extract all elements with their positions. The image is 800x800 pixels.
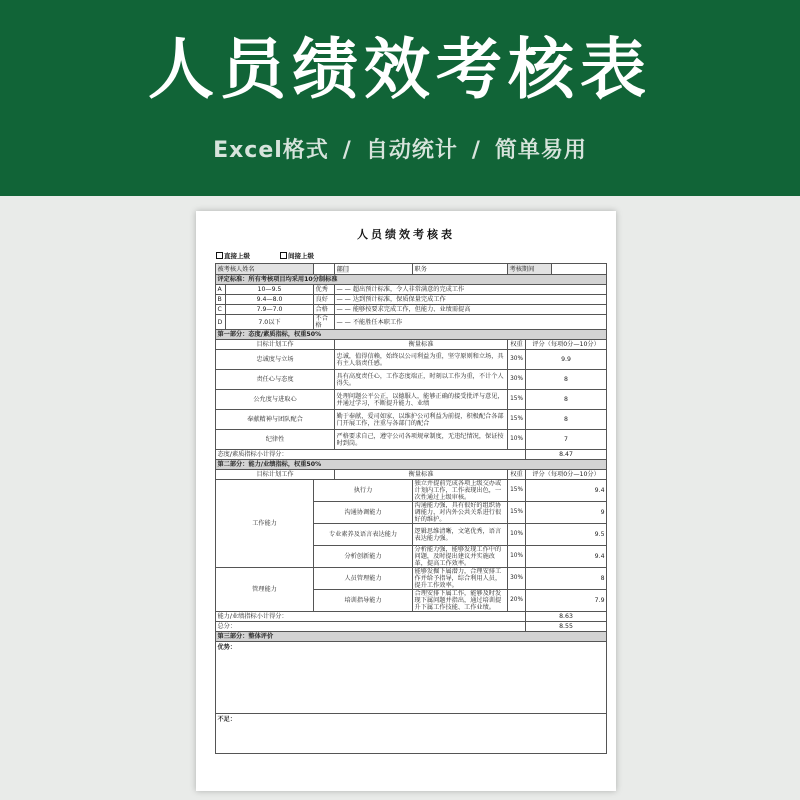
part1-subtotal-value: 8.47 [526,450,607,460]
item-weight: 15% [508,502,526,524]
item-name: 培训指导能力 [314,590,413,612]
job-label: 职务 [414,265,427,273]
criteria-header-row [216,275,607,285]
col-header-score: 评分（每项0分—10分） [526,470,607,480]
table-row [216,410,607,430]
document-title: 人员绩效考核表 [357,228,455,241]
item-weight: 20% [508,590,526,612]
item-name: 奉献精神与团队配合 [216,410,335,430]
item-standard: 能够发掘下属潜力，合理安排工作并给予指导，综合利用人员，提升工作效率。 [413,568,508,590]
evaluation-table [215,263,607,754]
criteria-desc: — — 不能胜任本职工作 [335,315,607,330]
checkbox-icon[interactable] [216,252,223,259]
col-header-item: 目标计划工作 [216,340,335,350]
table-row [216,350,607,370]
item-weight: 30% [508,370,526,390]
item-name: 沟通协调能力 [314,502,413,524]
part1-column-headers [216,340,607,350]
item-score[interactable]: 9.9 [526,350,607,370]
part1-subtotal-label: 态度/素质指标小计得分： [216,450,526,460]
item-score[interactable]: 9.4 [526,546,607,568]
criteria-grade: D [216,315,226,330]
item-weight: 30% [508,568,526,590]
item-name: 公允度与进取心 [216,390,335,410]
subtitle-separator: / [342,138,352,163]
item-name: 忠诚度与立场 [216,350,335,370]
part2-subtotal-row [216,612,607,622]
dept-label: 部门 [336,265,349,273]
item-name: 分析创新能力 [314,546,413,568]
item-weight: 15% [508,410,526,430]
item-weight: 10% [508,524,526,546]
item-score[interactable]: 8 [526,390,607,410]
header-banner [0,0,800,196]
item-score[interactable]: 8 [526,370,607,390]
group-work-ability: 工作能力 [216,480,314,568]
table-row [216,370,607,390]
part2-subtotal-value: 8.63 [526,612,607,622]
part2-subtotal-label: 能力/业绩指标小计得分： [216,612,526,622]
criteria-header: 评定标准：所有考核项目均采用10分制标准 [216,275,607,285]
info-row [216,264,607,275]
criteria-desc: — — 达到预计标准，保质保量完成工作 [335,295,607,305]
item-standard: 具有高度责任心，工作态度端正，时刻以工作为重，不计个人得失。 [335,370,508,390]
banner-title: 人员绩效考核表 [148,31,652,108]
table-row [216,390,607,410]
criteria-range: 9.4—8.0 [226,295,314,305]
part1-subtotal-row [216,450,607,460]
item-score[interactable]: 9 [526,502,607,524]
item-name: 人员管理能力 [314,568,413,590]
weaknesses-label: 不足： [216,714,607,754]
item-name: 执行力 [314,480,413,502]
period-label: 考核期间 [508,264,552,275]
criteria-grade: A [216,285,226,295]
total-value: 8.55 [526,622,607,632]
part3-header: 第三部分：整体评价 [216,632,607,642]
col-header-item: 目标计划工作 [216,470,335,480]
item-weight: 10% [508,546,526,568]
job-cell[interactable] [413,264,508,275]
dept-cell[interactable] [335,264,413,275]
subtitle-auto-stats: 自动统计 [365,138,458,163]
item-score[interactable]: 9.5 [526,524,607,546]
criteria-range: 7.9—7.0 [226,305,314,315]
item-standard: 合理安排下属工作，能够及时发现下属问题并指出，通过培训提升下属工作技能、工作业绩。 [413,590,508,612]
criteria-grade: C [216,305,226,315]
part2-header-row [216,460,607,470]
item-score[interactable]: 7 [526,430,607,450]
item-standard: 沟通能力强，具有很好的组织协调能力，对内外公共关系进行很好的维护。 [413,502,508,524]
weaknesses-row[interactable] [216,714,607,754]
item-standard: 处理问题公平公正，以德服人，能够正确的接受批评与意见，并通过学习，不断提升能力、业绩 [335,390,508,410]
item-standard: 严格要求自己，遵守公司各项规章制度，无违纪情况，保证按时到岗。 [335,430,508,450]
group-management-ability: 管理能力 [216,568,314,612]
col-header-score: 评分（每项0分—10分） [526,340,607,350]
criteria-level: 不合格 [314,315,335,330]
banner-subtitle [0,135,800,167]
criteria-level: 良好 [314,295,335,305]
criteria-range: 10—9.5 [226,285,314,295]
item-score[interactable]: 9.4 [526,480,607,502]
part2-column-headers [216,470,607,480]
item-name: 责任心与态度 [216,370,335,390]
criteria-level: 优秀 [314,285,335,295]
criteria-desc: — — 超出预计标准，令人非常满意的完成工作 [335,285,607,295]
criteria-row [216,285,607,295]
total-label: 总分： [216,622,526,632]
part2-header: 第二部分：能力/业绩指标，权重50% [216,460,607,470]
level-label: 直接上级 [224,252,250,260]
table-row [216,480,607,502]
part1-header-row [216,330,607,340]
item-standard: 逻辑思维清晰，文笔优秀，语言表达能力强。 [413,524,508,546]
name-label: 被考核人姓名 [216,264,314,275]
level-label: 间接上级 [288,252,314,260]
period-value[interactable] [552,264,607,275]
table-row [216,430,607,450]
level-option-direct[interactable] [216,251,250,260]
criteria-row [216,315,607,330]
strengths-label: 优势： [216,642,607,714]
strengths-row[interactable] [216,642,607,714]
part1-header: 第一部分：态度/素质指标，权重50% [216,330,607,340]
item-score[interactable]: 8 [526,568,607,590]
criteria-range: 7.0以下 [226,315,314,330]
item-score[interactable]: 8 [526,410,607,430]
criteria-level: 合格 [314,305,335,315]
level-option-indirect[interactable] [280,251,314,260]
criteria-row [216,295,607,305]
item-weight: 15% [508,480,526,502]
item-standard: 忠诚，值得信赖，始终以公司利益为重，坚守原则和立场，具有主人翁责任感。 [335,350,508,370]
item-standard: 独立并提前完成各项上级交办或计划内工作，工作表现出色，一次性通过上级审核。 [413,480,508,502]
checkbox-icon[interactable] [280,252,287,259]
item-name: 专业素养及语言表达能力 [314,524,413,546]
item-name: 纪律性 [216,430,335,450]
item-score[interactable]: 7.9 [526,590,607,612]
item-standard: 勤于奉献，爱司如家，以维护公司利益为前提，积极配合各部门开展工作，注重与各部门的配合 [335,410,508,430]
col-header-weight: 权重 [508,340,526,350]
item-weight: 10% [508,430,526,450]
col-header-weight: 权重 [508,470,526,480]
criteria-grade: B [216,295,226,305]
subtitle-format: Excel格式 [213,138,329,163]
item-weight: 15% [508,390,526,410]
subtitle-easy-use: 简单易用 [494,138,587,163]
col-header-standard: 衡量标准 [335,340,508,350]
document-sheet [196,211,616,791]
total-row [216,622,607,632]
criteria-desc: — — 能够按要求完成工作，但能力、业绩需提高 [335,305,607,315]
item-weight: 30% [508,350,526,370]
table-row [216,568,607,590]
subtitle-separator: / [471,138,481,163]
criteria-row [216,305,607,315]
part3-header-row [216,632,607,642]
item-standard: 分析能力强，能够发现工作中的问题，及时提出建议并实施改革，提高工作效率。 [413,546,508,568]
col-header-standard: 衡量标准 [335,470,508,480]
name-value[interactable] [314,264,335,275]
